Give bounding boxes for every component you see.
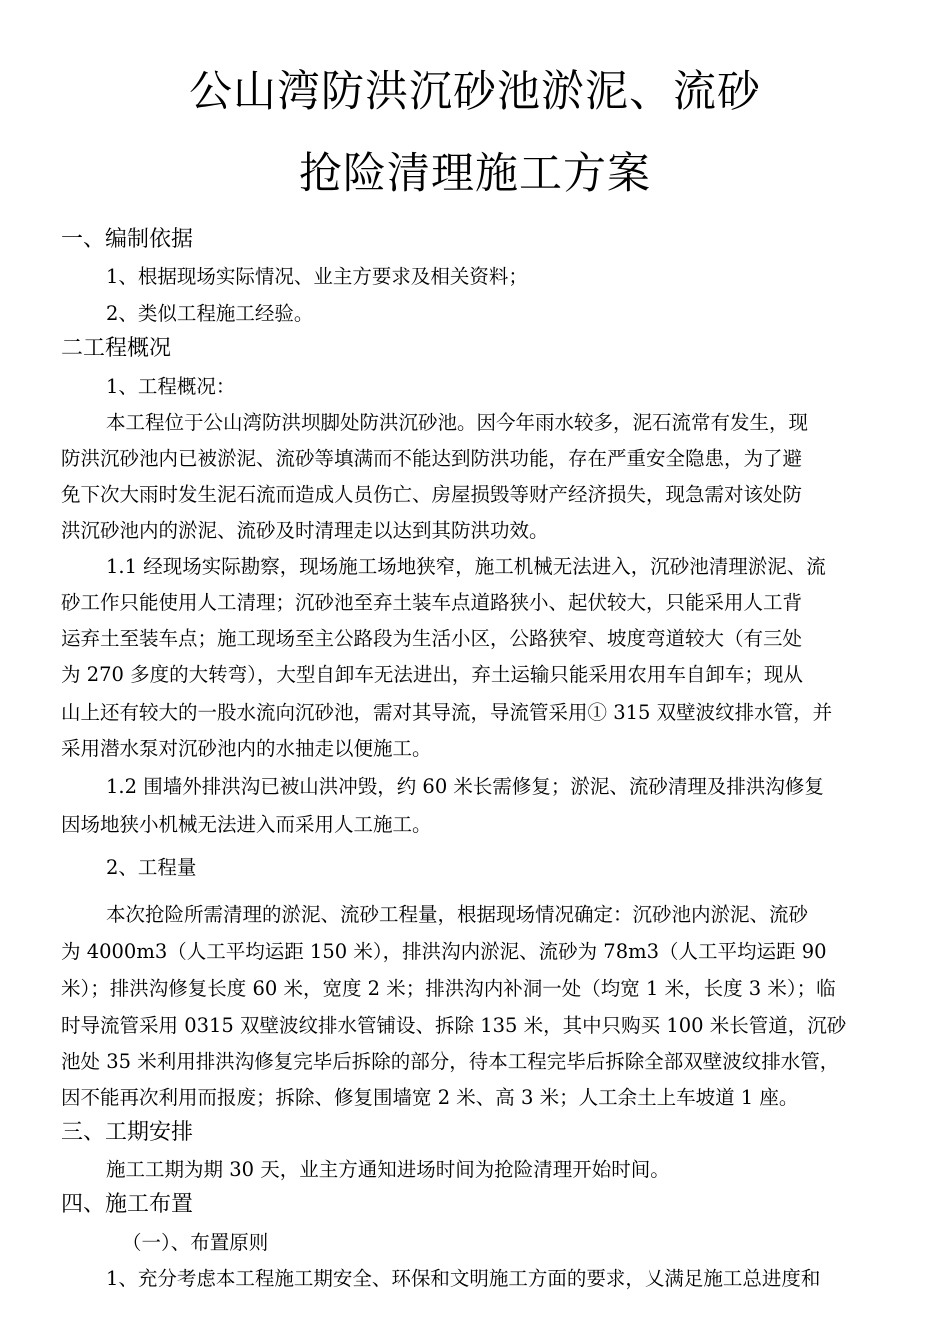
para1-line: 洪沉砂池内的淤泥、流砂及时清理走以达到其防洪功效。 xyxy=(61,519,549,542)
document-title-line2: 抢险清理施工方案 xyxy=(299,149,651,199)
para4-line: 池处 35 米利用排洪沟修复完毕后拆除的部分，待本工程完毕后拆除全部双壁波纹排水管， xyxy=(61,1050,840,1073)
overview-sub1-label: 1、工程概况： xyxy=(106,375,236,398)
para4-line: 时导流管采用 0315 双壁波纹排水管铺设、拆除 135 米，其中只购买 100 米长管道，沉砂 xyxy=(61,1014,847,1037)
section-heading-schedule: 三、工期安排 xyxy=(61,1120,194,1145)
schedule-text: 施工工期为期 30 天，业主方通知进场时间为抢险清理开始时间。 xyxy=(106,1158,670,1181)
layout-sub-label: （一）、布置原则 xyxy=(122,1231,269,1254)
document-title-line1: 公山湾防洪沉砂池淤泥、流砂 xyxy=(189,67,761,117)
para1-line: 本工程位于公山湾防洪坝脚处防洪沉砂池。因今年雨水较多，泥石流常有发生，现 xyxy=(106,411,809,434)
para4-line: 因不能再次利用而报废；拆除、修复围墙宽 2 米、高 3 米；人工余土上车坡道 1 座。 xyxy=(61,1086,799,1109)
section-heading-basis: 一、编制依据 xyxy=(61,227,194,252)
para2-line: 1.1 经现场实际勘察，现场施工场地狭窄，施工机械无法进入，沉砂池清理淤泥、流 xyxy=(106,555,826,578)
para4-line: 为 4000m3（人工平均运距 150 米），排洪沟内淤泥、流砂为 78m3（人工平均运距 90 xyxy=(61,940,827,963)
section-heading-overview: 二工程概况 xyxy=(61,336,172,361)
overview-sub2-label: 2、工程量 xyxy=(106,856,197,879)
para2-line: 为 270 多度的大转弯），大型自卸车无法进出，弃土运输只能采用农用车自卸车；现从 xyxy=(61,663,803,686)
para2-line: 山上还有较大的一股水流向沉砂池，需对其导流，导流管采用① 315 双壁波纹排水管，并 xyxy=(61,701,833,724)
para3-line: 1.2 围墙外排洪沟已被山洪冲毁，约 60 米长需修复；淤泥、流砂清理及排洪沟修复 xyxy=(106,775,824,798)
para2-line: 运弃土至装车点；施工现场至主公路段为生活小区，公路狭窄、坡度弯道较大（有三处 xyxy=(61,627,803,650)
para2-line: 砂工作只能使用人工清理；沉砂池至弃土装车点道路狭小、起伏较大，只能采用人工背 xyxy=(61,591,803,614)
para4-line: 米）；排洪沟修复长度 60 米，宽度 2 米；排洪沟内补洞一处（均宽 1 米，长度 3 米）；临 xyxy=(61,977,836,1000)
para4-line: 本次抢险所需清理的淤泥、流砂工程量，根据现场情况确定：沉砂池内淤泥、流砂 xyxy=(106,903,809,926)
para1-line: 防洪沉砂池内已被淤泥、流砂等填满而不能达到防洪功能，存在严重安全隐患，为了避 xyxy=(61,447,803,470)
para3-line: 因场地狭小机械无法进入而采用人工施工。 xyxy=(61,813,432,836)
basis-item-1: 1、根据现场实际情况、业主方要求及相关资料； xyxy=(106,265,528,288)
basis-item-2: 2、类似工程施工经验。 xyxy=(106,302,314,325)
para1-line: 免下次大雨时发生泥石流而造成人员伤亡、房屋损毁等财产经济损失，现急需对该处防 xyxy=(61,483,803,506)
layout-principle-1: 1、充分考虑本工程施工期安全、环保和文明施工方面的要求，乂满足施工总进度和 xyxy=(106,1267,821,1290)
para2-line: 采用潜水泵对沉砂池内的水抽走以便施工。 xyxy=(61,737,432,760)
section-heading-layout: 四、施工布置 xyxy=(61,1192,194,1217)
